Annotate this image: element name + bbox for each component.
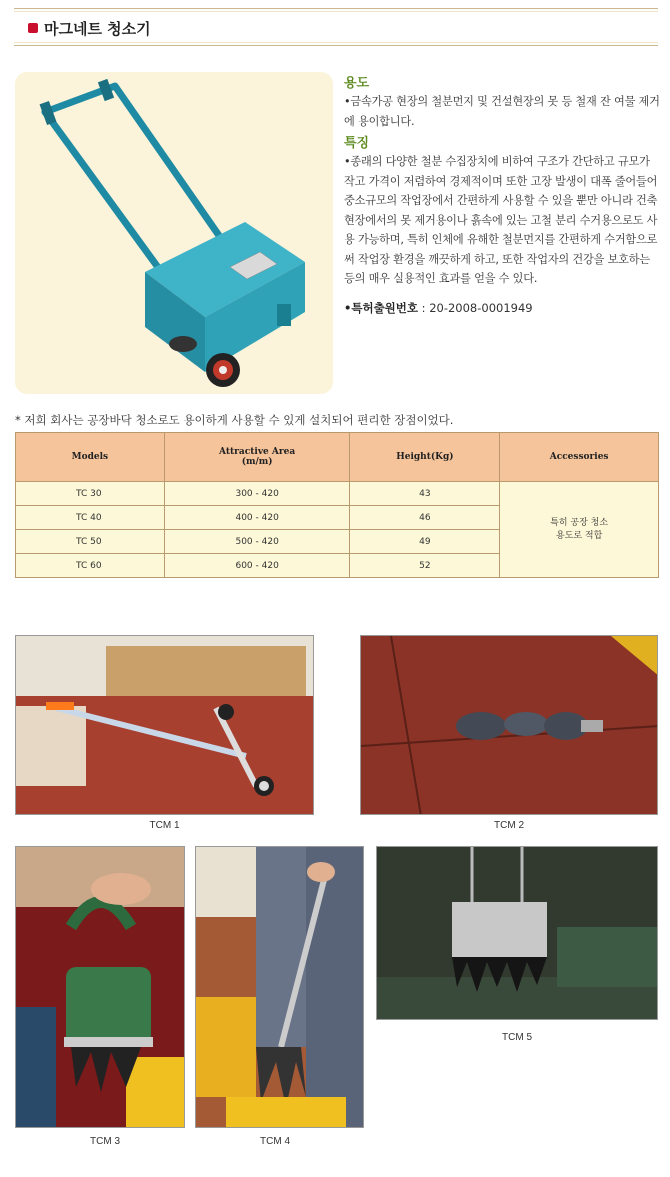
cell-accessories: [500, 482, 659, 578]
tcm2-image: [361, 636, 658, 815]
tcm3-image: [16, 847, 185, 1128]
header-models: Models: [16, 433, 165, 482]
patent-label: •특허출원번호: [344, 301, 419, 315]
header-area: [164, 433, 350, 482]
spec-table: [15, 432, 659, 578]
tcm5-image: [377, 847, 658, 1020]
caption-tcm4: TCM 4: [260, 1136, 290, 1147]
header-area-label: Attractive Area (m/m): [219, 447, 296, 467]
photo-tcm5: [376, 846, 658, 1020]
patent-info: [344, 300, 533, 316]
caption-tcm5: TCM 5: [502, 1032, 532, 1043]
features-text: •종래의 다양한 철분 수집장치에 비하여 구조가 간단하고 규모가 작고 가격이 저렴하여 경제적이며 또한 고장 발생이 대폭 줄어들어 중소규모의 작업장에서 간편하게 사용할 수 있을 뿐만 아니라 건축 현장에서의 못 제거용이나 흙속에 있는 고철 분리 수거용으로도 사용 가능하며, 특히 인체에 유해한 철분먼지를 간편하게 수거함으로써 작업장 환경을 깨끗하게 하고, 또한 작업자의 건강을 보호하는 등의 매우 실용적인 효과를 얻을 수 있다.: [344, 155, 658, 285]
header-height: Height(Kg): [350, 433, 500, 482]
product-image: [15, 72, 333, 394]
tcm1-image: [16, 636, 314, 815]
caption-tcm1: TCM 1: [149, 820, 180, 831]
photo-tcm2: [360, 635, 658, 815]
photo-tcm3: [15, 846, 185, 1128]
patent-number: : 20-2008-0001949: [418, 301, 533, 315]
caption-tcm2: TCM 2: [494, 820, 524, 831]
magnetic-sweeper-illustration: [15, 72, 333, 394]
cell-area: 600 - 420: [164, 554, 350, 578]
table-row: [16, 482, 659, 506]
note-text: * 저희 회사는 공장바닥 청소로도 용이하게 사용할 수 있게 설치되어 편리한 장점이었다.: [15, 413, 454, 427]
cell-area: 500 - 420: [164, 530, 350, 554]
cell-model: TC 40: [16, 506, 165, 530]
cell-model: TC 50: [16, 530, 165, 554]
caption-tcm3: TCM 3: [90, 1136, 120, 1147]
tcm4-image: [196, 847, 364, 1128]
cell-height: 43: [350, 482, 500, 506]
title-bar: [14, 8, 658, 46]
accessories-text: 특히 공장 청소 용도로 적합: [550, 517, 609, 541]
cell-height: 52: [350, 554, 500, 578]
page-title: 마그네트 청소기: [44, 20, 151, 38]
cell-model: TC 60: [16, 554, 165, 578]
photo-tcm4: [195, 846, 364, 1128]
cell-area: 400 - 420: [164, 506, 350, 530]
table-header-row: [16, 433, 659, 482]
bullet-icon: [28, 23, 38, 33]
usage-text: •금속가공 현장의 철분먼지 및 건설현장의 못 등 철재 잔 여물 제거에 용이합니다.: [344, 95, 660, 128]
cell-area: 300 - 420: [164, 482, 350, 506]
photo-tcm1: [15, 635, 314, 815]
cell-height: 46: [350, 506, 500, 530]
usage-heading: 용도: [344, 76, 370, 91]
features-heading: 특징: [344, 136, 370, 151]
cell-height: 49: [350, 530, 500, 554]
cell-model: TC 30: [16, 482, 165, 506]
header-accessories: Accessories: [500, 433, 659, 482]
